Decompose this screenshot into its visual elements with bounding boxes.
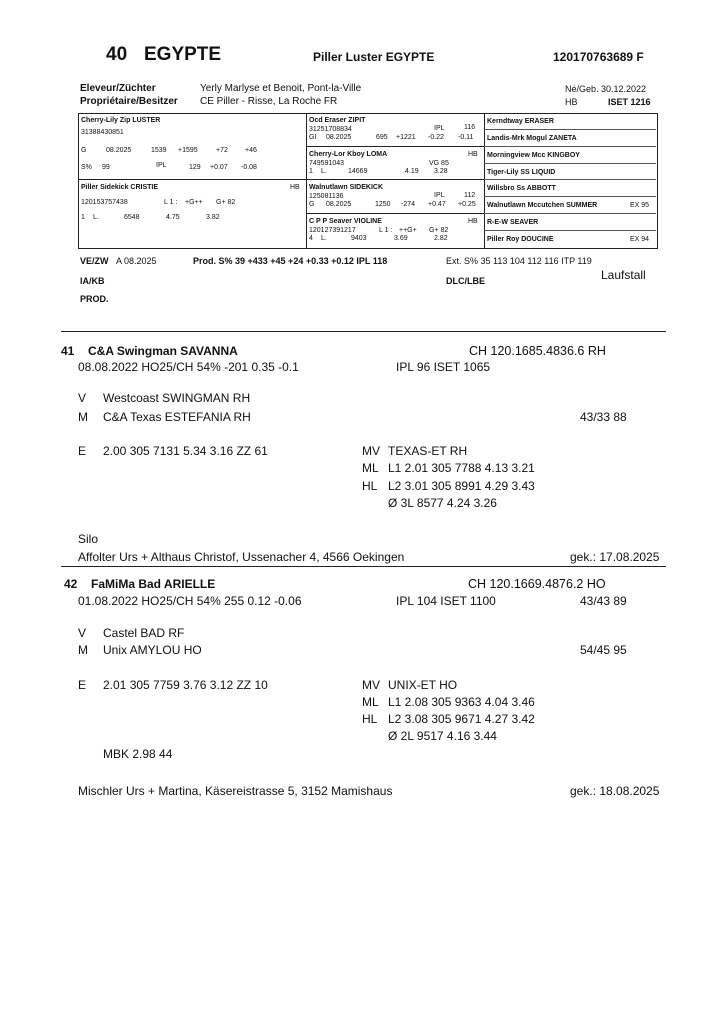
ext-index: Ext. S% 35 113 104 112 116 ITP 119 <box>446 256 592 266</box>
lot41-purchase-date: gek.: 17.08.2025 <box>570 550 660 564</box>
lot41-e-label: E <box>78 444 87 458</box>
lot42-number: 42 <box>64 577 78 591</box>
gg-name: Walnutlawn Mccutchen SUMMER <box>487 202 598 209</box>
lot42-e-performance: 2.01 305 7759 3.76 3.12 ZZ 10 <box>103 678 268 692</box>
ss-v2: +1221 <box>396 134 416 141</box>
dlc-label: DLC/LBE <box>446 276 485 286</box>
sire-v5: +0.07 <box>210 164 228 171</box>
sire-ipl-value: 129 <box>189 164 201 171</box>
dd-name: C P P Seaver VIOLINE <box>309 218 382 225</box>
sd-name: Cherry-Lor Kboy LOMA <box>309 151 388 158</box>
sire-v1: 1539 <box>151 147 167 154</box>
dam-protein: 3.82 <box>206 214 220 221</box>
lot41-dam: C&A Texas ESTEFANIA RH <box>103 410 251 424</box>
separator-line <box>61 331 666 332</box>
dam-l1-value: +G++ <box>185 199 203 206</box>
housing-type: Laufstall <box>601 268 646 282</box>
ds-v2: -274 <box>401 201 416 208</box>
ss-date: 08.2025 <box>326 134 352 141</box>
gg-name: Willsbro Ss ABBOTT <box>487 185 556 192</box>
dd-l1-value: ++G+ <box>399 227 417 234</box>
breeder-value: Yerly Marlyse et Benoit, Pont-la-Ville <box>200 83 362 94</box>
dam-name: Piller Sidekick CRISTIE <box>81 184 159 191</box>
lot41-sire-label: V <box>78 391 87 405</box>
ds-v1: 1250 <box>375 201 391 208</box>
lot42-score: 43/43 89 <box>580 594 627 608</box>
herdbook-mark: HB <box>565 97 578 107</box>
prod-index-text: Prod. S% 39 +433 +45 +24 +0.33 +0.12 IPL 118 <box>193 256 388 266</box>
lot41-dam-label: M <box>78 410 88 424</box>
ss-id: 31251708834 <box>309 126 352 133</box>
lot42-dam-score: 54/45 95 <box>580 643 627 657</box>
iset-value: ISET 1216 <box>608 97 651 107</box>
dam-hb: HB <box>290 184 300 191</box>
sd-id: 749591043 <box>309 160 345 167</box>
pedigree-dam <box>79 180 305 246</box>
lot42-average: Ø 2L 9517 4.16 3.44 <box>388 729 497 743</box>
sire-s-label: S% <box>81 164 92 171</box>
dam-classification: G+ 82 <box>216 199 236 206</box>
vezw-date: A 08.2025 <box>116 256 157 266</box>
lot41-ml-label: ML <box>362 461 379 475</box>
animal-id: 120170763689 F <box>553 50 644 64</box>
gg-name: R-E-W SEAVER <box>487 219 539 226</box>
lot41-ipl-iset: IPL 96 ISET 1065 <box>396 360 491 374</box>
owner-label: Propriétaire/Besitzer <box>80 96 178 107</box>
lot41-id: CH 120.1685.4836.6 RH <box>469 344 606 358</box>
ss-ipl-label: IPL <box>434 125 445 132</box>
lot41-e-performance: 2.00 305 7131 5.34 3.16 ZZ 61 <box>103 444 268 458</box>
lot42-dam: Unix AMYLOU HO <box>103 643 202 657</box>
lot41-average: Ø 3L 8577 4.24 3.26 <box>388 496 497 510</box>
dam-lac-label: L. <box>93 214 99 221</box>
ds-name: Walnutlawn SIDEKICK <box>309 184 384 191</box>
gg-name: Morningview Mcc KINGBOY <box>487 152 580 159</box>
lot42-owner: Mischler Urs + Martina, Käsereistrasse 5, 3152 Mamishaus <box>78 784 393 798</box>
birth-date: Né/Geb. 30.12.2022 <box>565 84 647 94</box>
lot42-ipl-iset: IPL 104 ISET 1100 <box>396 594 496 608</box>
pedigree-great-grandparents <box>485 114 655 246</box>
lot42-birth-line: 01.08.2022 HO25/CH 54% 255 0.12 -0.06 <box>78 594 302 608</box>
lot42-ml-label: ML <box>362 695 379 709</box>
lot42-e-label: E <box>78 678 87 692</box>
dd-protein: 2.82 <box>434 235 448 242</box>
lot41-hl: L2 3.01 305 8991 4.29 3.43 <box>388 479 535 493</box>
sire-ipl-label: IPL <box>156 162 167 169</box>
lot42-mv: UNIX-ET HO <box>388 678 458 692</box>
sd-lactations: 1 <box>309 168 313 175</box>
iakb-label: IA/KB <box>80 276 105 286</box>
lot-number: 40 <box>106 44 128 65</box>
dd-fat: 3.69 <box>394 235 408 242</box>
lot42-ml: L1 2.08 305 9363 4.04 3.46 <box>388 695 535 709</box>
sire-v4: +46 <box>245 147 257 154</box>
animal-name: EGYPTE <box>144 44 222 65</box>
lot42-hl: L2 3.08 305 9671 4.27 3.42 <box>388 712 535 726</box>
sd-lac-label: L. <box>321 168 327 175</box>
lot42-sire: Castel BAD RF <box>103 626 185 640</box>
sd-milk: 14669 <box>348 168 368 175</box>
dd-hb: HB <box>468 218 478 225</box>
lot42-mbk: MBK 2.98 44 <box>103 747 173 761</box>
dd-lactations: 4 <box>309 235 313 242</box>
gg-score: EX 95 <box>630 202 650 209</box>
sd-hb: HB <box>468 151 478 158</box>
sire-v6: -0.08 <box>241 164 257 171</box>
separator-line <box>61 566 666 567</box>
ds-v4: +0.25 <box>458 201 476 208</box>
ds-id: 125081136 <box>309 193 344 200</box>
sd-classification: VG 85 <box>429 160 449 167</box>
lot42-name: FaMiMa Bad ARIELLE <box>91 577 216 591</box>
lot42-dam-label: M <box>78 643 88 657</box>
ss-ipl-value: 116 <box>464 124 476 131</box>
ss-v4: -0.11 <box>458 134 474 141</box>
lot41-name: C&A Swingman SAVANNA <box>88 344 238 358</box>
lot42-mv-label: MV <box>362 678 380 692</box>
ss-v3: -0.22 <box>428 134 444 141</box>
lot41-owner: Affolter Urs + Althaus Christof, Ussenacher 4, 4566 Oekingen <box>78 550 405 564</box>
sire-s-value: 99 <box>102 164 110 171</box>
ss-v1: 695 <box>376 134 388 141</box>
pedigree-sire-dam <box>307 147 483 178</box>
lot41-dam-score: 43/33 88 <box>580 410 627 424</box>
ds-date: 08.2025 <box>326 201 352 208</box>
dam-l1: L 1 : <box>164 199 178 206</box>
dd-l1: L 1 : <box>379 227 393 234</box>
lot42-id: CH 120.1669.4876.2 HO <box>468 577 606 591</box>
gg-name: Piller Roy DOUCINE <box>487 236 554 243</box>
gg-name: Kerndtway ERASER <box>487 118 554 125</box>
sire-g-date: 08.2025 <box>106 147 132 154</box>
sire-v3: +72 <box>216 147 228 154</box>
dam-lactations: 1 <box>81 214 85 221</box>
sire-id: 31388430851 <box>81 129 124 136</box>
dam-milk: 6548 <box>124 214 140 221</box>
lot41-sire: Westcoast SWINGMAN RH <box>103 391 251 405</box>
pedigree-sire <box>79 114 305 178</box>
sd-protein: 3.28 <box>434 168 448 175</box>
prod-label: PROD. <box>80 294 109 304</box>
ss-gi: GI <box>309 134 317 141</box>
sire-name: Cherry-Lily Zip LUSTER <box>81 117 161 124</box>
ds-v3: +0.47 <box>428 201 446 208</box>
animal-full-name: Piller Luster EGYPTE <box>313 50 435 64</box>
dd-classification: G+ 82 <box>429 227 449 234</box>
sire-g-label: G <box>81 147 87 154</box>
gg-name: Tiger-Lily SS LIQUID <box>487 169 556 176</box>
lot42-purchase-date: gek.: 18.08.2025 <box>570 784 660 798</box>
lot41-birth-line: 08.08.2022 HO25/CH 54% -201 0.35 -0.1 <box>78 360 299 374</box>
lot42-sire-label: V <box>78 626 87 640</box>
ds-ipl-value: 112 <box>464 192 476 199</box>
lot41-mv-label: MV <box>362 444 380 458</box>
owner-value: CE Piller - Risse, La Roche FR <box>200 96 338 107</box>
lot41-mv: TEXAS-ET RH <box>388 444 468 458</box>
lot41-hl-label: HL <box>362 479 378 493</box>
gg-score: EX 94 <box>630 236 650 243</box>
sire-v2: +1595 <box>178 147 198 154</box>
breeder-label: Eleveur/Züchter <box>80 83 156 94</box>
dd-milk: 9403 <box>351 235 367 242</box>
gg-name: Landis-Mrk Mogul ZANETA <box>487 135 577 142</box>
ds-ipl-label: IPL <box>434 192 445 199</box>
lot42-hl-label: HL <box>362 712 378 726</box>
pedigree-dam-sire <box>307 180 483 212</box>
lot41-feeding: Silo <box>78 532 99 546</box>
dd-id: 120127391217 <box>309 227 356 234</box>
pedigree-sire-sire <box>307 114 483 145</box>
dam-id: 120153757438 <box>81 199 128 206</box>
lot41-ml: L1 2.01 305 7788 4.13 3.21 <box>388 461 535 475</box>
sd-fat: 4.19 <box>405 168 419 175</box>
lot41-number: 41 <box>61 344 75 358</box>
pedigree-dam-dam <box>307 214 483 246</box>
prod-index <box>193 256 387 266</box>
dd-lac-label: L. <box>321 235 327 242</box>
dam-fat: 4.75 <box>166 214 180 221</box>
ss-name: Ocd Eraser ZIPIT <box>309 117 366 124</box>
ds-g: G <box>309 201 315 208</box>
vezw-label: VE/ZW <box>80 256 109 266</box>
